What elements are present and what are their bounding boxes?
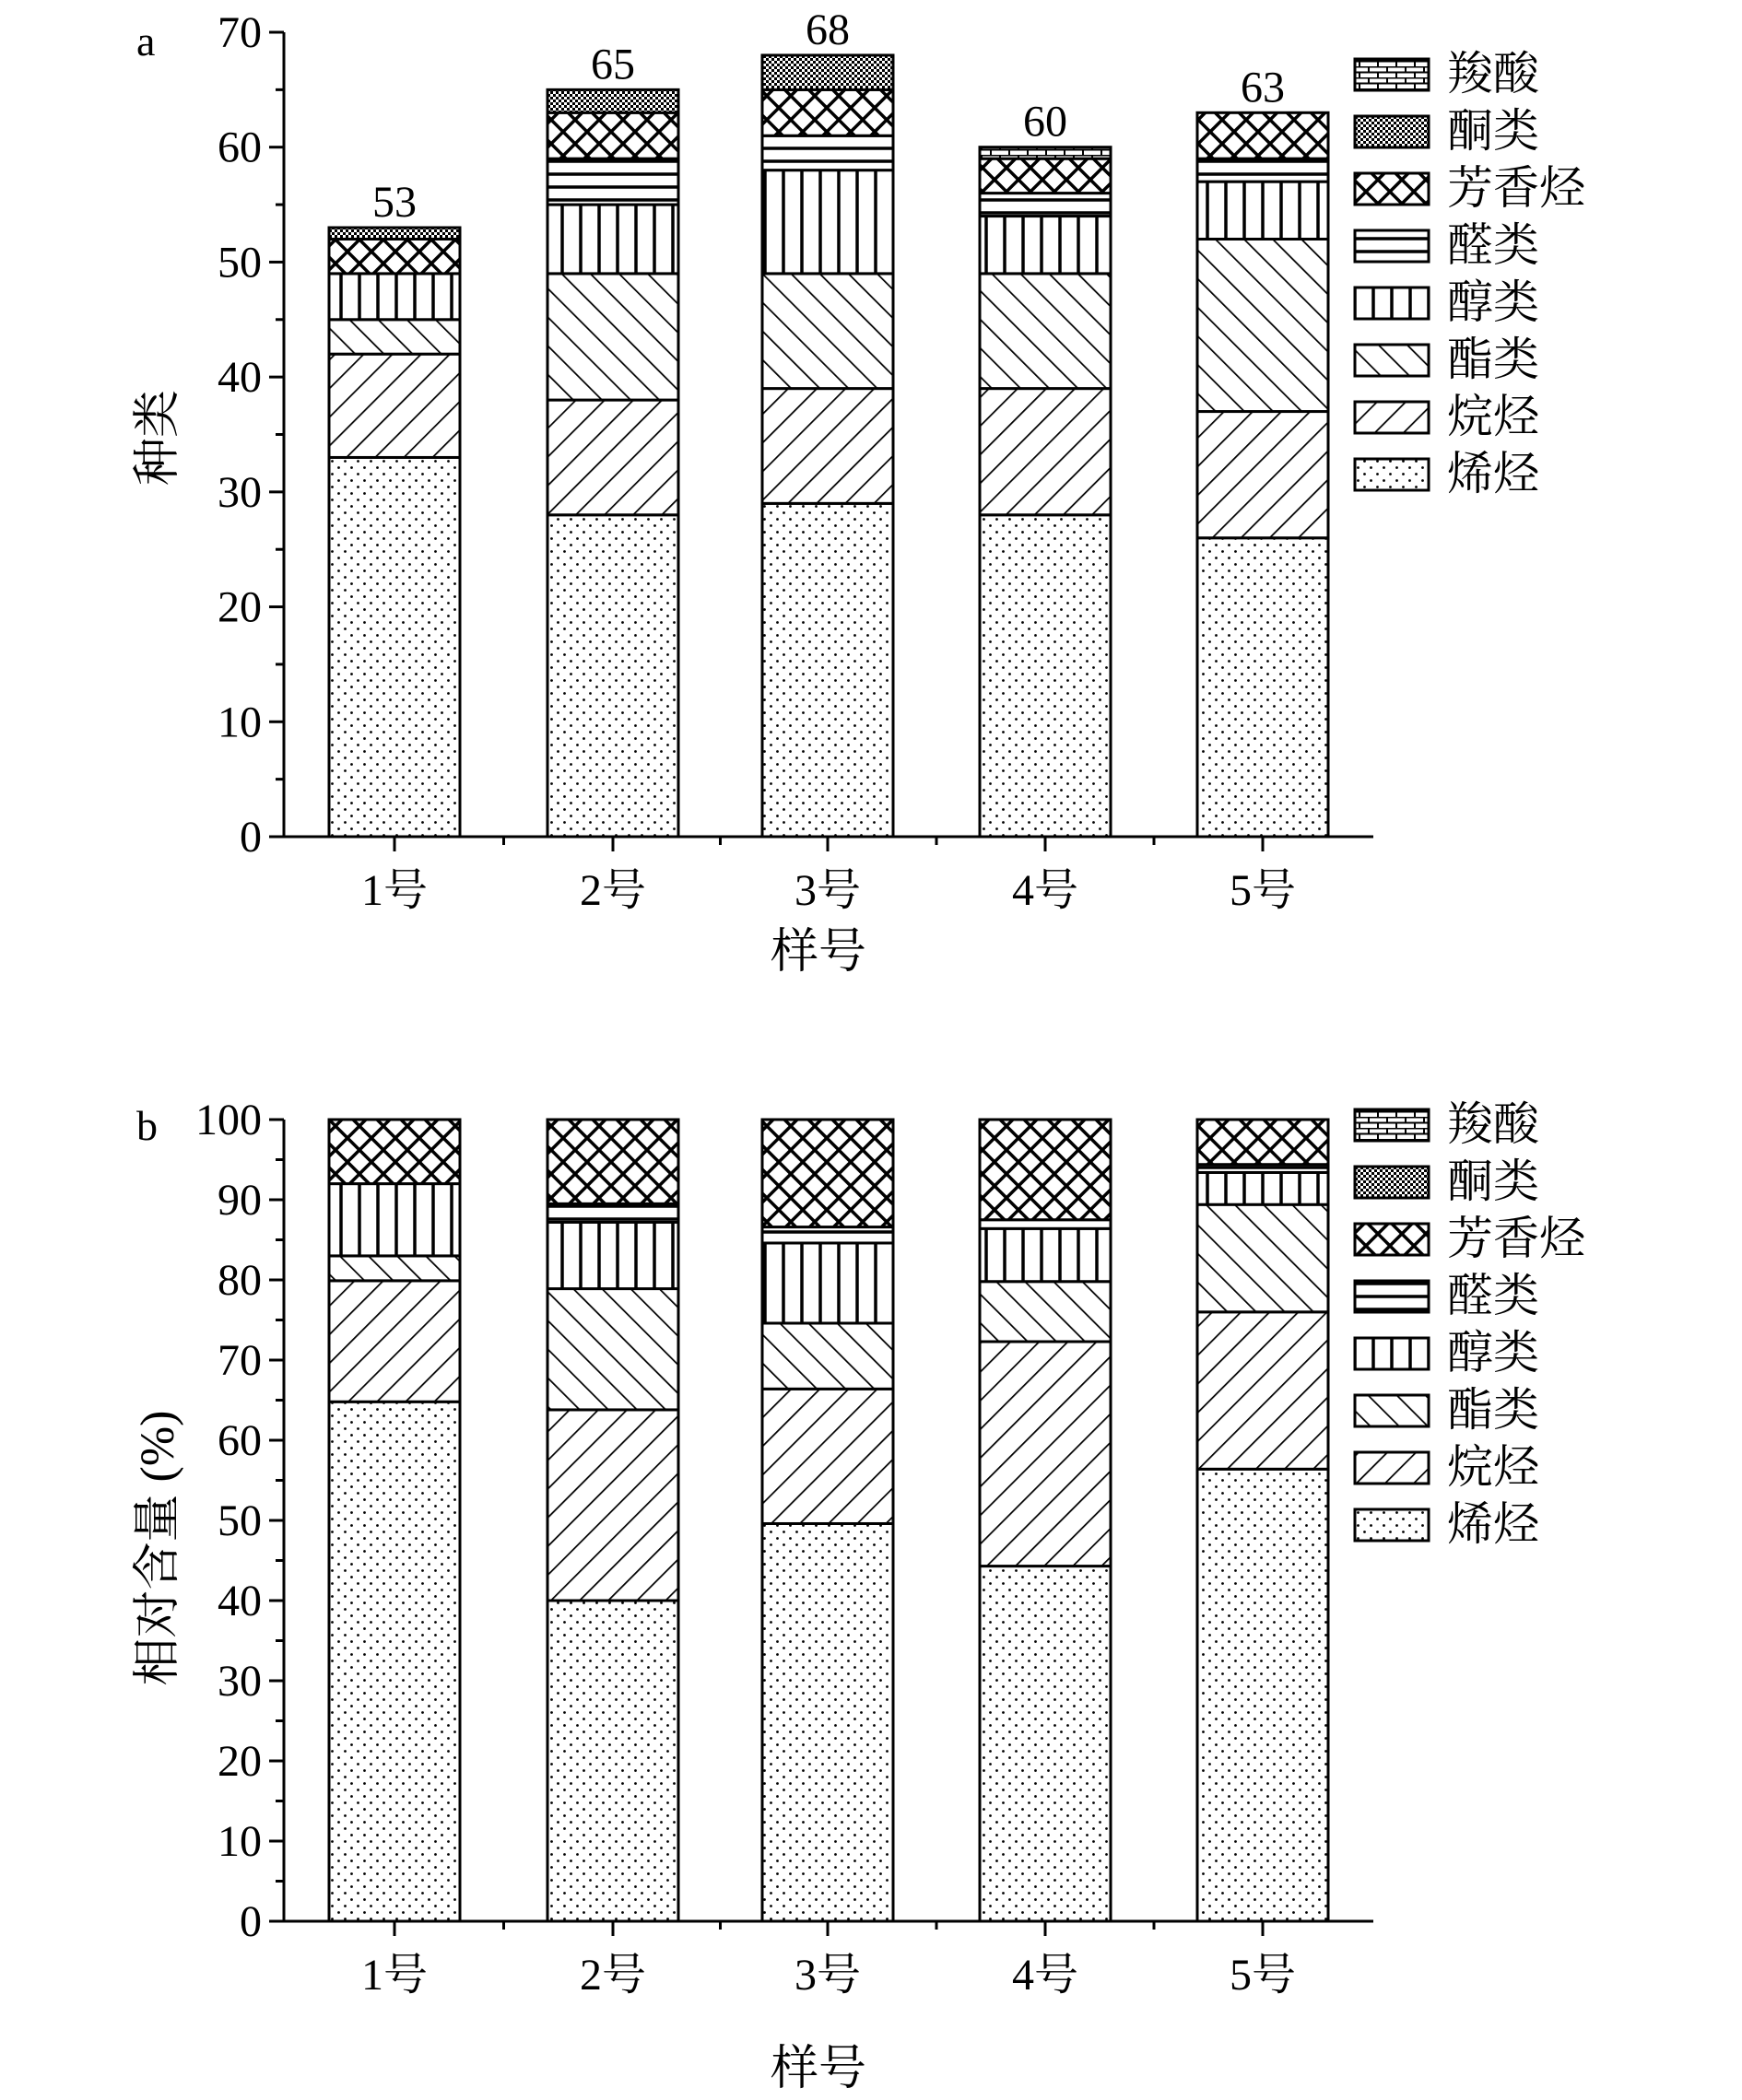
bar-segment (980, 1342, 1111, 1566)
legend-label: 醛类 (1447, 1270, 1539, 1321)
y-tick-label: 0 (240, 813, 262, 862)
legend-label: 酯类 (1447, 1384, 1539, 1436)
bar-segment (329, 1256, 460, 1281)
legend-label: 烯烃 (1447, 1498, 1539, 1550)
bar-segment (980, 158, 1111, 193)
legend (1355, 1098, 1586, 1550)
legend-swatch (1355, 402, 1429, 433)
bar-segment (980, 147, 1111, 158)
y-tick-label: 60 (218, 123, 262, 172)
bar-segment (1197, 1312, 1328, 1470)
bar-segment (980, 389, 1111, 515)
y-tick-label: 40 (218, 1577, 262, 1625)
panel-a (132, 6, 1586, 979)
bars (329, 1120, 1328, 1921)
legend-label: 酮类 (1447, 105, 1539, 157)
y-axis (195, 1096, 284, 1946)
legend-label: 烷烃 (1447, 1441, 1539, 1493)
bar-segment (762, 1243, 893, 1323)
bar-segment (329, 1281, 460, 1402)
legend-label: 羧酸 (1447, 48, 1539, 100)
bar-segment (980, 1120, 1111, 1220)
y-tick-label: 10 (218, 698, 262, 747)
bar-total-label: 65 (591, 40, 635, 89)
bar-segment (762, 135, 893, 170)
y-tick-label: 30 (218, 467, 262, 517)
bar-total-label: 60 (1023, 97, 1067, 147)
legend-swatch (1355, 1224, 1429, 1255)
bar-segment (547, 1289, 678, 1410)
x-tick-label: 1号 (360, 866, 429, 915)
bar-segment (547, 112, 678, 158)
bar-segment (547, 400, 678, 515)
x-axis-title: 样号 (770, 2043, 867, 2095)
y-tick-label: 10 (218, 1817, 262, 1866)
bar-segment (762, 274, 893, 389)
legend-label: 醇类 (1447, 276, 1539, 328)
bar-segment (547, 1601, 678, 1921)
bar-segment (1197, 1120, 1328, 1165)
y-tick-label: 80 (218, 1256, 262, 1305)
bar-segment (547, 1203, 678, 1222)
bar-total-label: 68 (806, 5, 850, 54)
x-tick-label: 2号 (579, 1951, 647, 2000)
bar-segment (1197, 1204, 1328, 1312)
legend-label: 醛类 (1447, 219, 1539, 271)
bar-segment (980, 217, 1111, 274)
legend-swatch (1355, 1281, 1429, 1312)
bar-segment (329, 457, 460, 837)
y-axis (218, 8, 284, 862)
bar-segment (762, 1227, 893, 1243)
y-axis-title: 种类 (132, 389, 184, 487)
bar-segment (762, 170, 893, 274)
legend-label: 羧酸 (1447, 1098, 1539, 1150)
bar-segment (762, 1389, 893, 1523)
legend-label: 芳香烃 (1447, 1213, 1585, 1264)
bar-segment (329, 1402, 460, 1921)
x-tick-label: 3号 (794, 1951, 862, 2000)
bar-segment (329, 274, 460, 320)
legend (1355, 48, 1586, 499)
bar-total-label: 63 (1241, 63, 1285, 112)
y-tick-label: 20 (218, 582, 262, 632)
y-tick-label: 50 (218, 238, 262, 287)
bar-segment (1197, 1469, 1328, 1921)
x-axis-title: 样号 (770, 926, 867, 979)
bar-segment (980, 1282, 1111, 1342)
x-tick-label: 4号 (1011, 866, 1079, 915)
y-tick-label: 40 (218, 353, 262, 403)
bar-segment (1197, 158, 1328, 182)
legend-swatch (1355, 173, 1429, 205)
bar-segment (762, 503, 893, 837)
y-tick-label: 90 (218, 1176, 262, 1225)
legend-swatch (1355, 345, 1429, 376)
bar-segment (1197, 1172, 1328, 1204)
legend-swatch (1355, 1338, 1429, 1369)
bar-segment (329, 320, 460, 354)
panel-letter: b (136, 1102, 158, 1149)
y-tick-label: 60 (218, 1416, 262, 1465)
bar-segment (980, 1228, 1111, 1281)
y-tick-label: 20 (218, 1737, 262, 1786)
bar-segment (329, 228, 460, 239)
x-tick-label: 1号 (360, 1951, 429, 2000)
bar-segment (547, 205, 678, 274)
y-tick-label: 0 (240, 1897, 262, 1946)
legend-swatch (1355, 1167, 1429, 1198)
bars (329, 55, 1328, 837)
bar-segment (762, 55, 893, 89)
bar-segment (762, 389, 893, 504)
bar-segment (547, 1120, 678, 1203)
x-tick-label: 3号 (794, 866, 862, 915)
bar-segment (980, 515, 1111, 837)
bar-segment (980, 194, 1111, 217)
legend-swatch (1355, 116, 1429, 147)
bar-segment (762, 1523, 893, 1921)
bar-segment (1197, 182, 1328, 239)
bar-segment (1197, 412, 1328, 538)
bar-segment (547, 1222, 678, 1288)
bar-total-label: 53 (372, 178, 417, 228)
legend-swatch (1355, 1452, 1429, 1484)
bar-segment (329, 1184, 460, 1256)
bar-segment (329, 239, 460, 273)
bar-segment (762, 89, 893, 135)
x-tick-label: 5号 (1229, 1951, 1297, 2000)
legend-swatch (1355, 459, 1429, 490)
bar-segment (547, 274, 678, 400)
bar-segment (547, 89, 678, 112)
legend-label: 酯类 (1447, 334, 1539, 385)
legend-label: 酮类 (1447, 1156, 1539, 1207)
panel-letter: a (136, 18, 156, 65)
bar-segment (980, 274, 1111, 389)
legend-swatch (1355, 1509, 1429, 1541)
y-tick-label: 50 (218, 1496, 262, 1545)
bar-segment (1197, 538, 1328, 837)
x-axis (284, 1921, 1373, 2000)
bar-segment (1197, 112, 1328, 158)
bar-segment (1197, 239, 1328, 411)
legend-swatch (1355, 59, 1429, 90)
legend-swatch (1355, 230, 1429, 262)
x-tick-label: 4号 (1011, 1951, 1079, 2000)
legend-label: 烯烃 (1447, 448, 1539, 499)
y-tick-label: 100 (195, 1096, 262, 1144)
y-axis-title: 相对含量 (%) (132, 1410, 184, 1686)
panel-b (132, 1096, 1586, 2095)
y-tick-label: 70 (218, 8, 262, 57)
bar-segment (762, 1120, 893, 1227)
y-tick-label: 30 (218, 1657, 262, 1706)
x-tick-label: 2号 (579, 866, 647, 915)
bar-segment (547, 1410, 678, 1601)
bar-segment (329, 354, 460, 457)
legend-swatch (1355, 1395, 1429, 1426)
legend-swatch (1355, 1109, 1429, 1141)
x-tick-label: 5号 (1229, 866, 1297, 915)
bar-segment (547, 515, 678, 837)
bar-segment (547, 158, 678, 205)
y-tick-label: 70 (218, 1336, 262, 1385)
legend-label: 烷烃 (1447, 391, 1539, 442)
bar-segment (762, 1323, 893, 1389)
legend-label: 芳香烃 (1447, 162, 1585, 214)
bar-segment (329, 1120, 460, 1184)
legend-label: 醇类 (1447, 1327, 1539, 1378)
legend-swatch (1355, 287, 1429, 319)
x-axis (284, 837, 1373, 915)
bar-segment (980, 1566, 1111, 1921)
